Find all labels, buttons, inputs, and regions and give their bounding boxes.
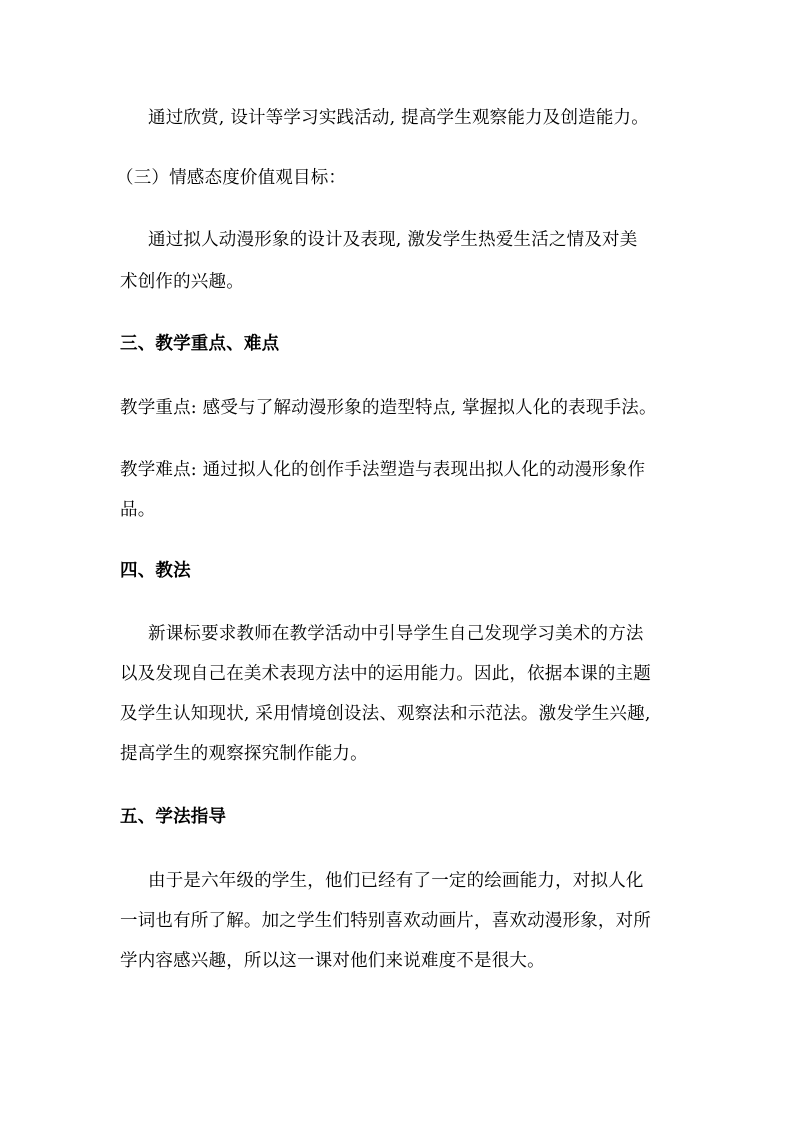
key-point-text: 教学重点: 感受与了解动漫形象的造型特点, 掌握拟人化的表现手法。 (120, 398, 657, 418)
subheading-emotion-goal: （三）情感态度价值观目标： (116, 168, 347, 188)
paragraph-study-line-2: 一词也有所了解。加之学生们特别喜欢动画片，喜欢动漫形象，对所 (120, 911, 651, 931)
section-heading-key-points: 三、教学重点、难点 (120, 334, 280, 354)
section-heading-study-guidance: 五、学法指导 (120, 807, 227, 827)
paragraph-method-line-3: 及学生认知现状, 采用情境创设法、观察法和示范法。激发学生兴趣, (120, 704, 651, 724)
paragraph-study-line-1: 由于是六年级的学生，他们已经有了一定的绘画能力，对拟人化 (148, 871, 644, 891)
paragraph-study-line-3: 学内容感兴趣，所以这一课对他们来说难度不是很大。 (120, 951, 545, 971)
section-heading-teaching-method: 四、教法 (120, 561, 191, 581)
difficult-point-line-1: 教学难点: 通过拟人化的创作手法塑造与表现出拟人化的动漫形象作 (120, 460, 646, 480)
paragraph-emotion-goal-line-2: 术创作的兴趣。 (120, 272, 244, 292)
paragraph-method-line-4: 提高学生的观察探究制作能力。 (120, 744, 368, 764)
paragraph-method-line-2: 以及发现自己在美术表现方法中的运用能力。因此，依据本课的主题 (120, 664, 651, 684)
paragraph-ability-goal: 通过欣赏, 设计等学习实践活动, 提高学生观察能力及创造能力。 (148, 108, 649, 128)
paragraph-emotion-goal-line-1: 通过拟人动漫形象的设计及表现, 激发学生热爱生活之情及对美 (148, 230, 638, 250)
paragraph-method-line-1: 新课标要求教师在教学活动中引导学生自己发现学习美术的方法 (148, 624, 644, 644)
difficult-point-line-2: 品。 (120, 500, 156, 520)
